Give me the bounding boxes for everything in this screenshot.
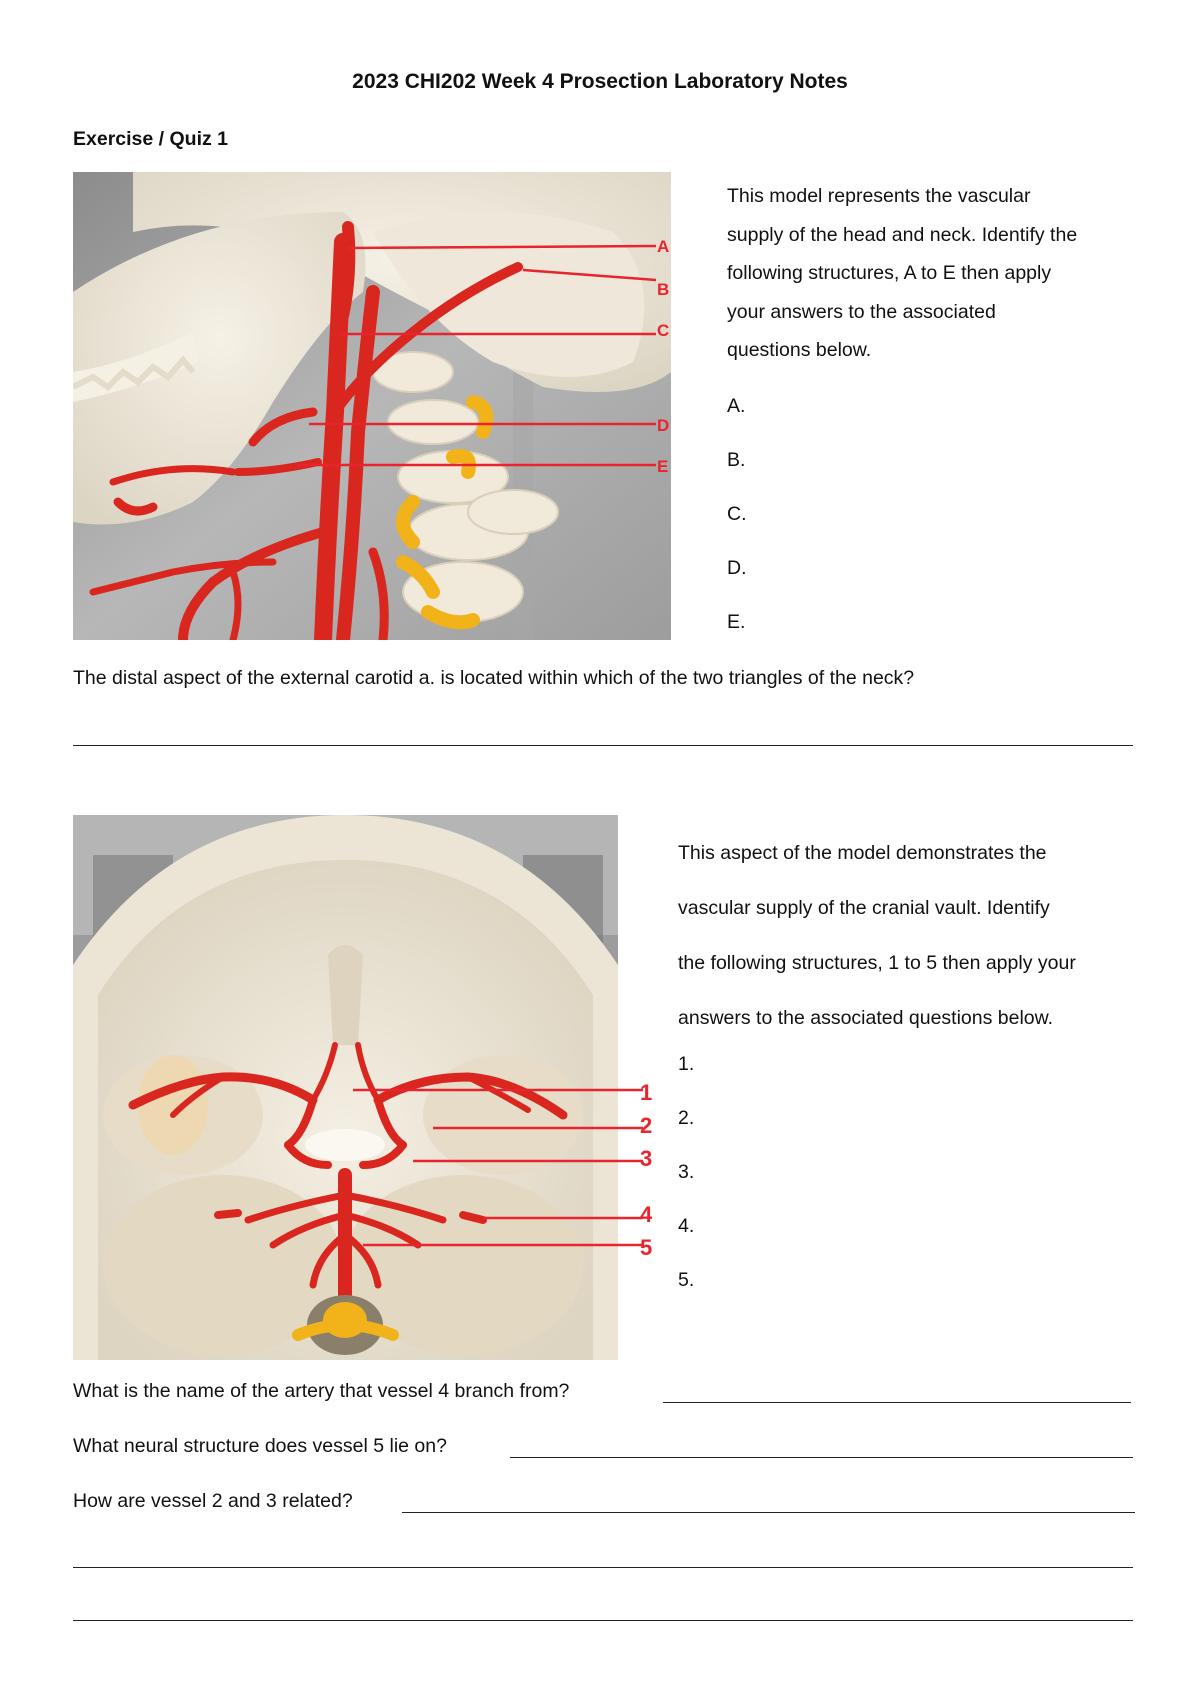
description-line: your answers to the associated <box>727 300 996 323</box>
cranial-figure-labels <box>618 1060 658 1260</box>
answer-item-2: 2. <box>678 1107 695 1129</box>
figure-label-4: 4 <box>640 1202 653 1227</box>
figure-label-5: 5 <box>640 1235 653 1260</box>
description-line: the following structures, 1 to 5 then apply your <box>678 952 1076 974</box>
answer-line[interactable] <box>402 1512 1135 1513</box>
figure-label-a: A <box>657 237 670 256</box>
answer-line[interactable] <box>73 1620 1133 1621</box>
answer-line[interactable] <box>73 1567 1133 1568</box>
answer-item-1: 1. <box>678 1053 695 1075</box>
answer-item-d: D. <box>727 557 747 579</box>
cranial-vault-photo <box>73 815 618 1360</box>
figure-label-c: C <box>657 321 670 340</box>
description-line: supply of the head and neck. Identify the <box>727 223 1078 246</box>
answer-item-4: 4. <box>678 1215 695 1237</box>
figure-label-e: E <box>657 457 669 476</box>
section2-description <box>678 826 1178 1046</box>
section1-answer-list <box>727 395 747 665</box>
answer-item-5: 5. <box>678 1269 695 1291</box>
description-line: questions below. <box>727 339 872 361</box>
description-line: vascular supply of the cranial vault. Identify <box>678 897 1050 919</box>
head-neck-photo <box>73 172 671 640</box>
triangle-question: The distal aspect of the external carotid a. is located within which of the two triangles of the neck? <box>73 667 915 689</box>
answer-line[interactable] <box>663 1402 1131 1403</box>
description-line: following structures, A to E then apply <box>727 262 1052 284</box>
figure-label-2: 2 <box>640 1113 653 1138</box>
description-line: answers to the associated questions below. <box>678 1007 1054 1029</box>
answer-item-a: A. <box>727 395 746 417</box>
answer-line[interactable] <box>510 1457 1133 1458</box>
section1-description <box>727 177 1167 370</box>
answer-item-b: B. <box>727 449 746 471</box>
answer-item-3: 3. <box>678 1161 695 1183</box>
figure-label-b: B <box>657 280 670 299</box>
answer-item-c: C. <box>727 503 747 525</box>
vessel2-3-question: How are vessel 2 and 3 related? <box>73 1490 353 1512</box>
exercise-heading: Exercise / Quiz 1 <box>73 128 229 150</box>
answer-line[interactable] <box>73 745 1133 746</box>
vessel5-question: What neural structure does vessel 5 lie on? <box>73 1435 447 1457</box>
figure-label-3: 3 <box>640 1146 653 1171</box>
vessel4-question: What is the name of the artery that vessel 4 branch from? <box>73 1380 570 1402</box>
page-title: 2023 CHI202 Week 4 Prosection Laboratory Notes <box>352 70 848 93</box>
figure-label-d: D <box>657 416 670 435</box>
cranial-vault-figure <box>73 815 618 1360</box>
description-line: This aspect of the model demonstrates the <box>678 842 1047 864</box>
description-line: This model represents the vascular <box>727 185 1031 207</box>
answer-item-e: E. <box>727 611 746 633</box>
head-neck-figure <box>73 172 671 640</box>
figure-label-1: 1 <box>640 1080 653 1105</box>
section2-answer-list <box>678 1053 694 1323</box>
